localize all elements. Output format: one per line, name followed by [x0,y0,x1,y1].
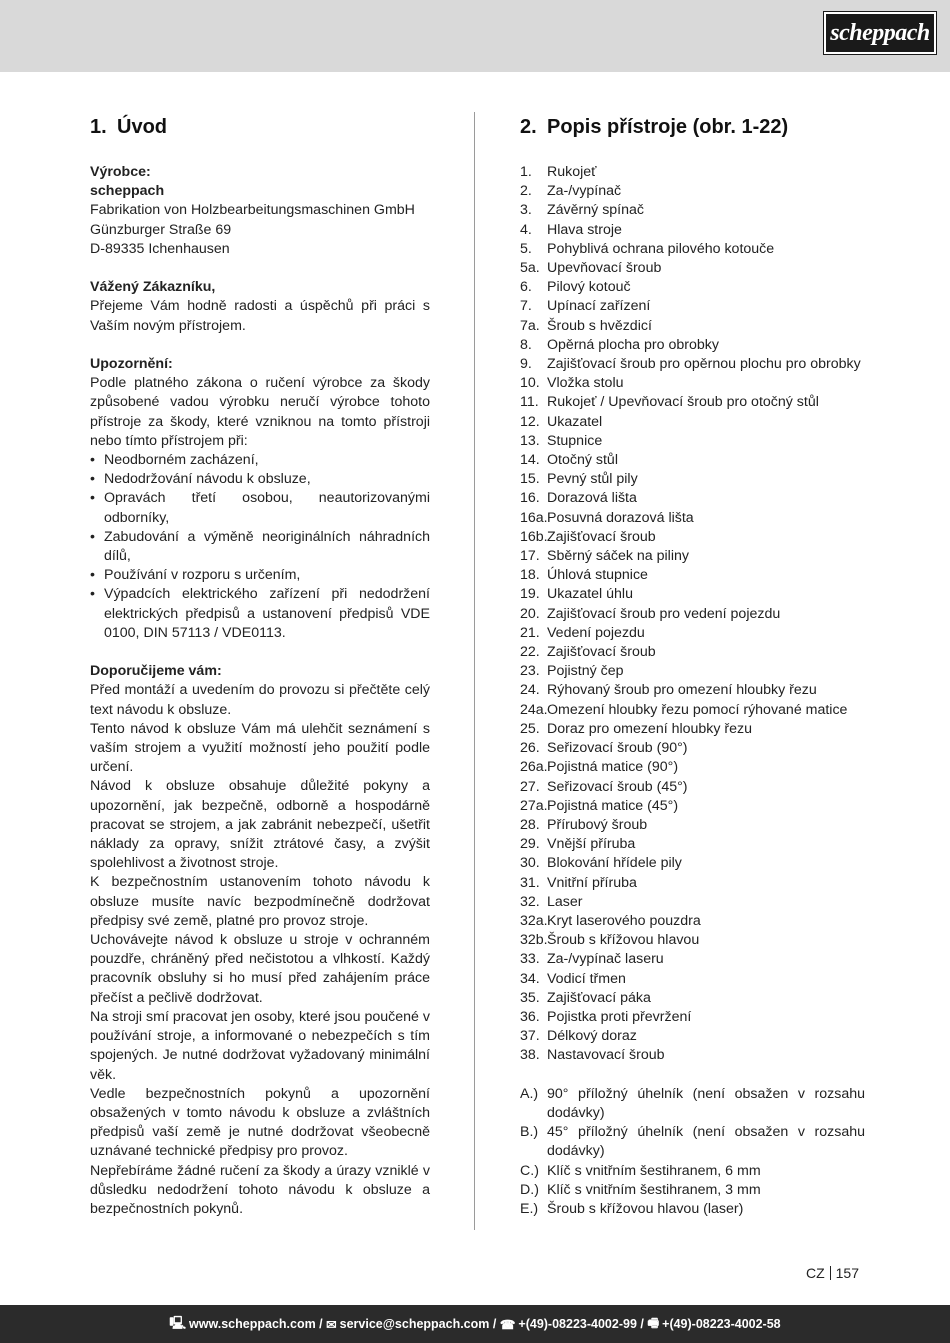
manufacturer-name: scheppach [90,183,165,200]
part-item-text: Pojistka proti převržení [547,1008,692,1025]
accessory-item [520,1123,865,1161]
part-item-text: Za-/vypínač [547,183,622,200]
part-item-number: 21. [520,624,540,641]
manufacturer-city: D-89335 Ichenhausen [90,240,230,257]
recommend-paragraph: Návod k obsluze obsahuje důležité pokyny a upozornění, jak bezpečně, odborně a hospodárně pracovat se strojem, a jak zabránit nebezpečí, ušetřit náklady za opravy, snížit ztrátové časy, a zvýšit spolehlivost a životnost stroje. [90,778,430,872]
part-item-number: 28. [520,816,540,833]
part-item-text: Zajišťovací šroub [547,644,656,661]
part-item-number: 14. [520,452,540,469]
part-item [520,336,865,355]
part-item-number: 3. [520,202,532,219]
part-item-number: 7. [520,298,532,315]
notice-item: • Nedodržování návodu k obsluze, [90,470,430,489]
part-item-number: 11. [520,394,539,411]
part-item [520,950,865,969]
footer-web[interactable]: www.scheppach.com / [189,1317,323,1331]
part-item-number: 27a. [520,797,548,814]
part-item-text: Pojistný čep [547,663,624,680]
part-item-text: Stupnice [547,432,603,449]
part-item [520,221,865,240]
part-item-text: Délkový doraz [547,1028,637,1045]
part-item-number: 7a. [520,317,540,334]
customer-heading: Vážený Zákazníku, [90,279,216,296]
part-item-number: 23. [520,663,540,680]
part-item-text: Ukazatel úhlu [547,586,633,603]
part-item-number: 5a. [520,260,540,277]
manufacturer-block [90,163,430,259]
part-item-text: Úhlová stupnice [547,567,648,584]
part-item-number: 30. [520,855,540,872]
part-item-number: 16. [520,490,540,507]
part-item-text: Upevňovací šroub [547,260,662,277]
notice-list [90,451,430,643]
heading-text: Úvod [117,116,167,138]
part-item-text: Seřizovací šroub (45°) [547,778,688,795]
accessory-item [520,1085,865,1123]
part-item [520,816,865,835]
part-item [520,835,865,854]
part-item-number: 32b. [520,932,548,949]
part-item [520,989,865,1008]
part-item-text: Dorazová lišta [547,490,637,507]
part-item-text: Nastavovací šroub [547,1047,665,1064]
part-item-text: Omezení hloubky řezu pomocí rýhované matice [547,701,848,718]
notice-block [90,355,430,643]
part-item [520,259,865,278]
part-item-text: Vnější příruba [547,836,636,853]
part-item-number: 13. [520,432,540,449]
part-item [520,547,865,566]
part-item-text: Zajišťovací páka [547,989,651,1006]
part-item [520,643,865,662]
accessory-item [520,1162,865,1181]
part-item-text: Laser [547,893,583,910]
part-item-number: 34. [520,970,540,987]
part-item [520,758,865,777]
part-item-text: Kryt laserového pouzdra [547,912,701,929]
manufacturer-street: Günzburger Straße 69 [90,221,232,238]
notice-item: • Používání v rozporu s určením, [90,566,430,585]
part-item-text: Posuvná dorazová lišta [547,509,694,526]
part-item-text: Otočný stůl [547,452,618,469]
part-item-number: 27. [520,778,540,795]
intro-column [90,115,430,1219]
part-item [520,912,865,931]
part-item [520,1008,865,1027]
part-item-number: 20. [520,605,540,622]
part-item [520,413,865,432]
manufacturer-label: Výrobce: [90,164,151,180]
part-item-number: 22. [520,644,540,661]
accessory-item [520,1200,865,1219]
part-item [520,297,865,316]
part-item-text: Pohyblivá ochrana pilového kotouče [547,240,775,257]
recommend-paragraph: Uchovávejte návod k obsluze u stroje v ochranném pouzdře, chráněný před nečistotou a vlhkostí. Každý pracovník obsluhy si ho musí před zahájením práce přečíst a pečlivě dodržovat. [90,932,430,1006]
manufacturer-company: Fabrikation von Holzbearbeitungsmaschinen GmbH [90,202,415,219]
column-divider [474,112,475,1230]
part-item-number: 31. [520,874,540,891]
logo-wordmark [828,16,932,50]
recommend-paragraph: Tento návod k obsluze Vám má ulehčit seznámení s vaším strojem a využití možností jeho použití podle určení. [90,720,430,776]
part-item [520,1027,865,1046]
phone-icon: ☎ [499,1317,516,1332]
part-item-number: 25. [520,720,540,737]
part-item [520,509,865,528]
part-item [520,778,865,797]
part-item [520,662,865,681]
scheppach-logo [824,12,936,54]
part-item-number: 19. [520,586,540,603]
part-item-number: 16b. [520,528,548,545]
part-item [520,528,865,547]
part-item [520,566,865,585]
part-item [520,605,865,624]
notice-heading: Upozornění: [90,356,173,372]
part-item-text: Upínací zařízení [547,298,651,315]
part-item [520,278,865,297]
recommend-paragraph: Nepřebíráme žádné ručení za škody a úrazy vzniklé v důsledku nedodržení tohoto návodu k obsluze a bezpečnostních pokynů. [90,1162,430,1217]
notice-item: • Opravách třetí osobou, neautorizovanými odborníky, [90,489,430,527]
part-item [520,317,865,336]
part-item-number: 4. [520,221,532,238]
part-item-text: Zajišťovací šroub [547,528,656,545]
part-item-text: Vodicí třmen [547,970,626,987]
svg-text:scheppach: scheppach [830,20,930,46]
part-item [520,797,865,816]
part-item-text: Pilový kotouč [547,279,631,296]
accessory-item-text: Klíč s vnitřním šestihranem, 3 mm [547,1181,761,1198]
part-item-number: 16a. [520,509,548,526]
part-item [520,854,865,873]
notice-item: • Výpadcích elektrického zařízení při nedodržení elektrických předpisů a ustanovení předpisů VDE 0100, DIN 57113 / VDE0113. [90,585,430,643]
part-item-number: 32a. [520,912,548,929]
part-item [520,182,865,201]
recommend-block [90,662,430,1219]
accessory-item-number: E.) [520,1200,539,1217]
accessory-item [520,1181,865,1200]
footer-phone: +(49)-08223-4002-99 / [518,1317,644,1331]
customer-text: Přejeme Vám hodně radosti a úspěchů při práci s Vaším novým přístrojem. [90,298,430,334]
part-item [520,970,865,989]
part-item-text: Vedení pojezdu [547,624,645,641]
part-item-text: Vložka stolu [547,375,624,392]
part-item-text: Opěrná plocha pro obrobky [547,336,719,353]
part-item-number: 32. [520,893,540,910]
page-number-separator [830,1266,831,1280]
part-item-text: Šroub s hvězdicí [547,317,652,334]
part-item-text: Pojistná matice (45°) [547,797,679,814]
accessories-list [520,1085,865,1219]
page-footer [0,1305,950,1343]
heading-text: Popis přístroje (obr. 1-22) [547,116,789,138]
part-item-text: Pojistná matice (90°) [547,759,679,776]
part-item-number: 10. [520,375,540,392]
part-item-number: 12. [520,413,540,430]
accessory-item-number: D.) [520,1181,539,1198]
recommend-paragraph: Před montáží a uvedením do provozu si přečtěte celý text návodu k obsluze. [90,682,430,718]
part-item [520,720,865,739]
part-item [520,355,865,374]
part-item-number: 1. [520,164,532,180]
accessory-item-text: 45° příložný úhelník (není obsažen v rozsahu dodávky) [547,1124,865,1160]
part-item-text: Rýhovaný šroub pro omezení hloubky řezu [547,682,817,699]
part-item-text: Vnitřní příruba [547,874,637,891]
notice-item: • Neodborném zacházení, [90,451,430,470]
part-item-text: Sběrný sáček na piliny [547,548,689,565]
part-item-number: 26a. [520,759,548,776]
accessory-item-text: 90° příložný úhelník (není obsažen v rozsahu dodávky) [547,1085,865,1121]
section-heading-intro [90,115,430,139]
part-item [520,163,865,182]
part-item [520,393,865,412]
footer-email[interactable]: service@scheppach.com / [339,1317,497,1331]
part-item-number: 36. [520,1008,540,1025]
part-item-text: Rukojeť / Upevňovací šroub pro otočný stůl [547,394,819,411]
accessory-item-text: Šroub s křížovou hlavou (laser) [547,1200,744,1217]
part-item [520,931,865,950]
recommend-paragraph: Vedle bezpečnostních pokynů a upozornění obsažených v tomto návodu k obsluze a zvláštních předpisů vaší země je nutné dodržovat všeobecně uznávané technické předpisy pro provoz. [90,1085,430,1160]
part-item-number: 5. [520,240,532,257]
customer-block [90,278,430,336]
accessory-item-number: A.) [520,1085,539,1102]
part-item-number: 29. [520,836,540,853]
part-item-number: 9. [520,356,532,373]
part-item [520,240,865,259]
part-item [520,701,865,720]
part-item-number: 24a. [520,701,548,718]
part-item-text: Šroub s křížovou hlavou [547,932,700,949]
accessory-item-number: B.) [520,1124,539,1141]
part-item [520,201,865,220]
part-item [520,470,865,489]
part-item-number: 26. [520,740,540,757]
part-item-number: 2. [520,183,532,200]
part-item-number: 15. [520,471,540,488]
part-item-text: Za-/vypínač laseru [547,951,664,968]
monitor-icon: 🖳 [169,1315,187,1330]
email-icon: ✉ [326,1317,337,1332]
footer-fax: +(49)-08223-4002-58 [662,1317,781,1331]
part-item-text: Rukojeť [547,164,597,180]
part-item-text: Přírubový šroub [547,816,648,833]
part-item [520,739,865,758]
recommend-paragraph: Na stroji smí pracovat jen osoby, které jsou poučené v používání stroje, a informované o nebezpečích s tím spojených. Je nutné dodržovat vyžadovaný minimální věk. [90,1008,430,1083]
part-item-number: 33. [520,951,540,968]
heading-number: 2. [520,116,537,138]
part-item [520,585,865,604]
fax-icon: 🖷 [647,1315,660,1330]
notice-item: • Zabudování a výměně neoriginálních náhradních dílů, [90,528,430,566]
part-item [520,489,865,508]
part-item-text: Blokování hřídele pily [547,855,682,872]
parts-list [520,163,865,1066]
part-item-text: Zajišťovací šroub pro opěrnou plochu pro obrobky [547,356,861,373]
part-item-text: Závěrný spínač [547,202,644,219]
page-number [806,1265,859,1281]
notice-text: Podle platného zákona o ručení výrobce za škody způsobené vadou výrobku neručí výrobce tohoto přístroje za škody, které vzniknou na tomto přístroji nebo tímto přístrojem při: [90,375,430,449]
accessory-item-text: Klíč s vnitřním šestihranem, 6 mm [547,1162,761,1179]
part-item-number: 8. [520,336,532,353]
recommend-paragraph: K bezpečnostním ustanovením tohoto návodu k obsluze musíte navíc bezpodmínečně dodržovat předpisy své země, platné pro provoz stroje. [90,874,430,929]
part-item-text: Pevný stůl pily [547,471,638,488]
page-number-value: 157 [835,1265,859,1281]
part-item [520,1046,865,1065]
page-lang: CZ [805,1265,825,1281]
description-column [520,115,865,1219]
part-item-text: Hlava stroje [547,221,622,238]
part-item [520,374,865,393]
part-item [520,874,865,893]
part-item-text: Doraz pro omezení hloubky řezu [547,720,753,737]
part-item [520,432,865,451]
section-heading-description [520,115,865,139]
part-item [520,451,865,470]
part-item [520,893,865,912]
part-item-number: 17. [520,548,540,565]
recommend-heading: Doporučijeme vám: [90,663,222,680]
part-item-number: 6. [520,279,532,296]
part-item-number: 38. [520,1047,540,1064]
part-item-number: 24. [520,682,540,699]
part-item-number: 37. [520,1028,540,1045]
part-item-text: Zajišťovací šroub pro vedení pojezdu [547,605,781,622]
part-item [520,624,865,643]
part-item-text: Ukazatel [547,413,603,430]
part-item-number: 18. [520,567,540,584]
part-item [520,681,865,700]
page-header [0,0,950,72]
heading-number: 1. [90,116,107,138]
accessory-item-number: C.) [520,1162,539,1179]
part-item-text: Seřizovací šroub (90°) [547,740,688,757]
part-item-number: 35. [520,989,540,1006]
